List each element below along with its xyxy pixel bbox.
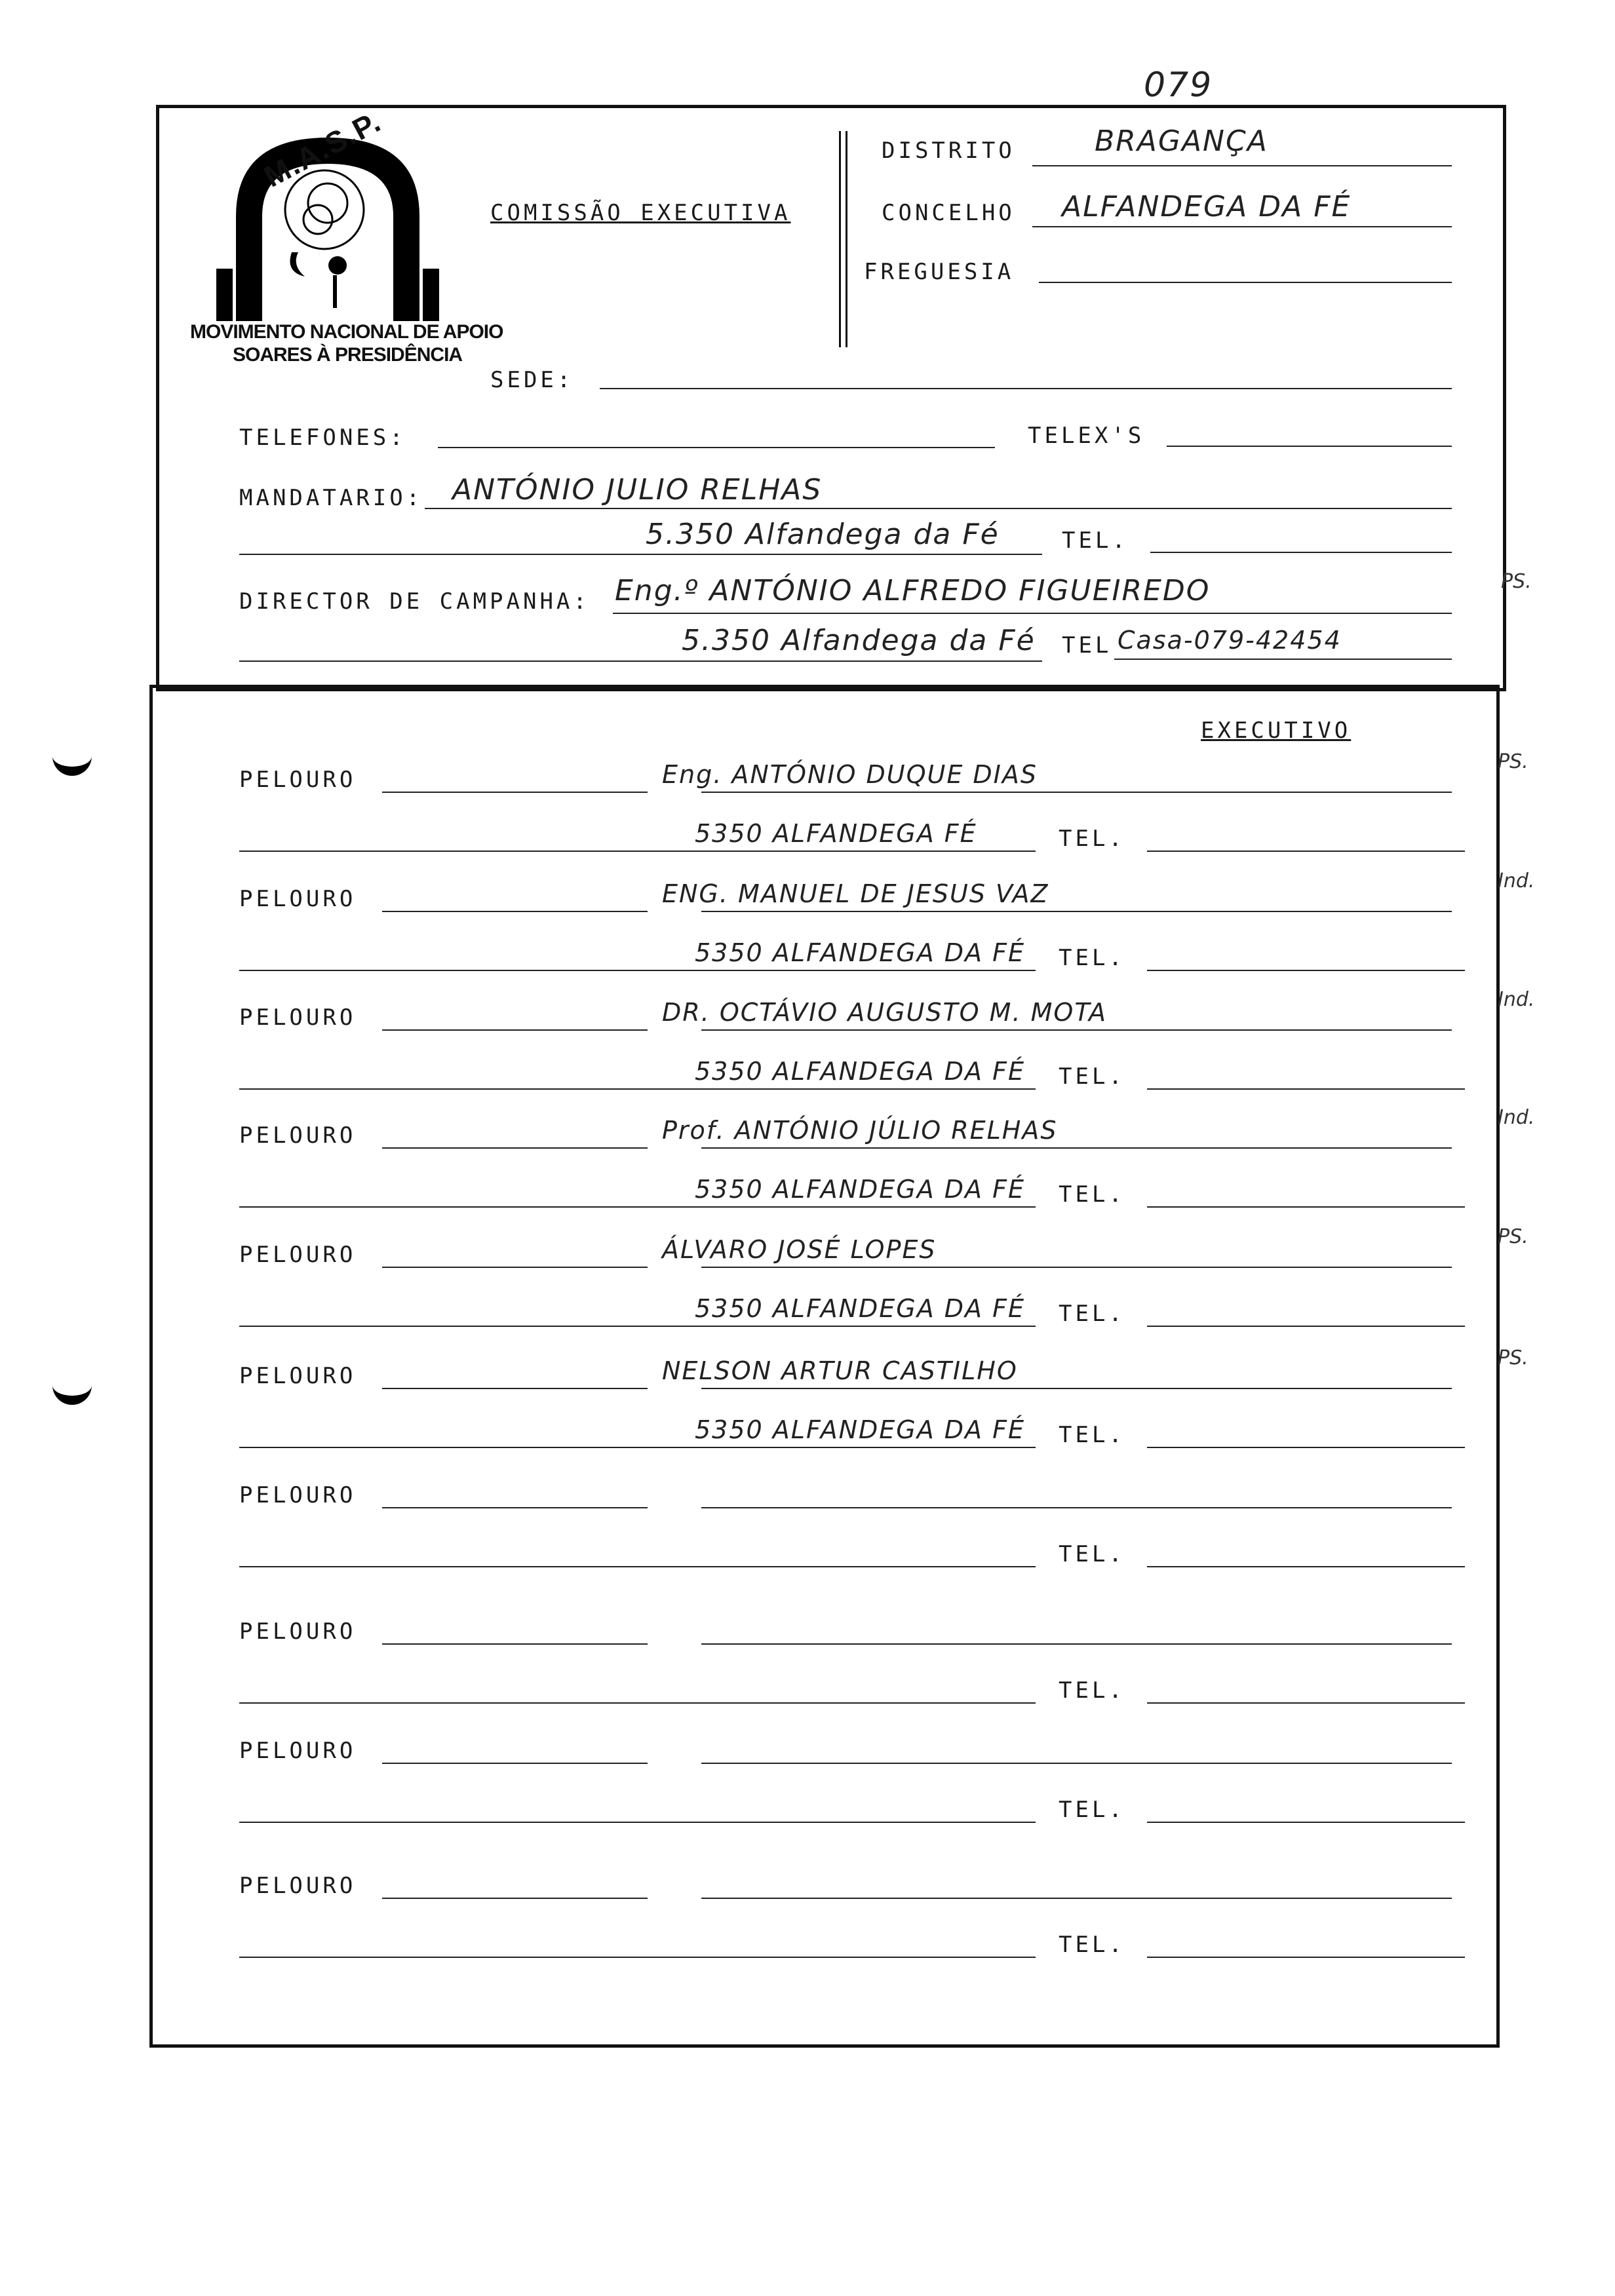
pelouro-tel-label: TEL. <box>1059 1422 1125 1448</box>
concelho-label: CONCELHO <box>882 200 1015 226</box>
pelouro-name-line <box>701 1267 1452 1268</box>
masp-logo <box>177 104 505 373</box>
pelouro-tel-label: TEL. <box>1059 1677 1125 1704</box>
pelouro-tel-label: TEL. <box>1059 826 1125 852</box>
pelouro-tel-line <box>1147 1447 1465 1448</box>
mandatario-label: MANDATARIO: <box>239 485 423 511</box>
commission-label: COMISSÃO EXECUTIVA <box>490 200 791 226</box>
mandatario-address: 5.350 Alfandega da Fé <box>646 518 1000 551</box>
director-label: DIRECTOR DE CAMPANHA: <box>239 588 590 615</box>
pelouro-address: 5350 ALFANDEGA DA FÉ <box>695 1057 1025 1086</box>
logo-line2: SOARES À PRESIDÊNCIA <box>233 344 463 366</box>
pelouro-tel-line <box>1147 1088 1465 1090</box>
pelouro-name: NELSON ARTUR CASTILHO <box>662 1356 1018 1385</box>
pelouro-field-line <box>382 792 648 793</box>
pelouro-name-line <box>701 792 1452 793</box>
pelouro-address-line <box>239 1326 1036 1327</box>
director-tel-value: Casa-079-42454 <box>1118 626 1342 655</box>
pelouro-tel-label: TEL. <box>1059 945 1125 971</box>
page-number: 079 <box>1144 66 1213 105</box>
telex-line <box>1167 446 1452 447</box>
divider <box>839 131 841 347</box>
pelouro-label: PELOURO <box>239 767 357 793</box>
pelouro-tel-line <box>1147 1702 1465 1704</box>
pelouro-address: 5350 ALFANDEGA DA FÉ <box>695 1415 1025 1444</box>
pelouro-field-line <box>382 1147 648 1149</box>
punch-hole <box>52 1376 92 1405</box>
pelouro-field-line <box>382 1898 648 1899</box>
pelouro-address-line <box>239 1566 1036 1567</box>
logo-acronym: M.A.S.P. <box>258 104 387 194</box>
pelouro-tel-line <box>1147 1326 1465 1327</box>
pelouro-tel-label: TEL. <box>1059 1797 1125 1823</box>
logo-line1: MOVIMENTO NACIONAL DE APOIO <box>190 321 503 343</box>
pelouro-label: PELOURO <box>239 1122 357 1149</box>
pelouro-label: PELOURO <box>239 1363 357 1389</box>
freguesia-label: FREGUESIA <box>864 259 1015 285</box>
pelouro-margin-note: Ind. <box>1498 988 1535 1011</box>
executivo-title: EXECUTIVO <box>1201 718 1352 744</box>
pelouro-address-line <box>239 1447 1036 1448</box>
pelouro-label: PELOURO <box>239 1618 357 1645</box>
pelouro-address-line <box>239 851 1036 852</box>
pelouro-field-line <box>382 1643 648 1645</box>
pelouro-name-line <box>701 1029 1452 1031</box>
pelouro-field-line <box>382 1507 648 1508</box>
concelho-line <box>1032 226 1452 227</box>
pelouro-tel-label: TEL. <box>1059 1541 1125 1567</box>
mandatario-line <box>425 508 1452 509</box>
pelouro-margin-note: PS. <box>1498 1225 1528 1248</box>
concelho-value: ALFANDEGA DA FÉ <box>1062 190 1352 223</box>
pelouro-tel-line <box>1147 970 1465 971</box>
pelouro-name-line <box>701 1388 1452 1389</box>
pelouro-label: PELOURO <box>239 1873 357 1899</box>
pelouro-field-line <box>382 1029 648 1031</box>
pelouro-label: PELOURO <box>239 1242 357 1268</box>
pelouro-label: PELOURO <box>239 1482 357 1508</box>
pelouro-tel-label: TEL. <box>1059 1063 1125 1090</box>
pelouro-name: ÁLVARO JOSÉ LOPES <box>662 1235 937 1264</box>
pelouro-name-line <box>701 1507 1452 1508</box>
freguesia-line <box>1039 282 1452 283</box>
pelouro-address-line <box>239 1822 1036 1823</box>
director-name: Eng.º ANTÓNIO ALFREDO FIGUEIREDO <box>615 574 1211 607</box>
pelouro-tel-label: TEL. <box>1059 1301 1125 1327</box>
pelouro-address: 5350 ALFANDEGA DA FÉ <box>695 1294 1025 1323</box>
pelouro-name: Prof. ANTÓNIO JÚLIO RELHAS <box>662 1116 1058 1145</box>
punch-hole <box>52 747 92 776</box>
director-address-line <box>239 660 1042 662</box>
pelouro-address-line <box>239 1088 1036 1090</box>
mandatario-address-line <box>239 554 1042 555</box>
pelouro-address-line <box>239 1702 1036 1704</box>
director-line <box>613 613 1452 614</box>
pelouro-name-line <box>701 911 1452 912</box>
pelouro-field-line <box>382 1388 648 1389</box>
pelouro-tel-line <box>1147 1957 1465 1958</box>
pelouro-tel-label: TEL. <box>1059 1181 1125 1208</box>
pelouro-tel-line <box>1147 1206 1465 1208</box>
pelouro-name-line <box>701 1643 1452 1645</box>
pelouro-address-line <box>239 1957 1036 1958</box>
director-margin-note: PS. <box>1501 570 1532 593</box>
sede-line <box>600 388 1452 389</box>
telex-label: TELEX'S <box>1028 423 1145 449</box>
director-address: 5.350 Alfandega da Fé <box>682 624 1036 657</box>
pelouro-label: PELOURO <box>239 1004 357 1031</box>
pelouro-name-line <box>701 1147 1452 1149</box>
divider <box>846 131 847 347</box>
mandatario-tel-line <box>1150 552 1452 553</box>
distrito-value: BRAGANÇA <box>1095 124 1268 158</box>
telefones-label: TELEFONES: <box>239 425 406 451</box>
distrito-label: DISTRITO <box>882 138 1015 164</box>
pelouro-label: PELOURO <box>239 1738 357 1764</box>
telefones-line <box>438 447 995 448</box>
pelouro-name: ENG. MANUEL DE JESUS VAZ <box>662 879 1049 908</box>
pelouro-field-line <box>382 1267 648 1268</box>
pelouro-margin-note: Ind. <box>1498 1106 1535 1129</box>
pelouro-address: 5350 ALFANDEGA DA FÉ <box>695 938 1025 967</box>
mandatario-name: ANTÓNIO JULIO RELHAS <box>452 473 823 507</box>
pelouro-name-line <box>701 1763 1452 1764</box>
pelouro-field-line <box>382 911 648 912</box>
director-tel-line <box>1114 659 1452 660</box>
pelouro-margin-note: Ind. <box>1498 870 1535 892</box>
pelouro-tel-line <box>1147 1566 1465 1567</box>
pelouro-label: PELOURO <box>239 886 357 912</box>
pelouro-tel-line <box>1147 1822 1465 1823</box>
pelouro-name-line <box>701 1898 1452 1899</box>
pelouro-name: DR. OCTÁVIO AUGUSTO M. MOTA <box>662 998 1108 1027</box>
director-tel-label: TEL <box>1062 632 1112 659</box>
pelouro-margin-note: PS. <box>1498 1347 1528 1369</box>
sede-label: SEDE: <box>490 367 574 393</box>
pelouro-address-line <box>239 970 1036 971</box>
pelouro-address: 5350 ALFANDEGA DA FÉ <box>695 1175 1025 1204</box>
distrito-line <box>1032 165 1452 166</box>
pelouro-tel-line <box>1147 851 1465 852</box>
pelouro-margin-note: PS. <box>1498 750 1528 773</box>
pelouro-field-line <box>382 1763 648 1764</box>
pelouro-address: 5350 ALFANDEGA FÉ <box>695 819 977 848</box>
mandatario-tel-label: TEL. <box>1062 527 1129 554</box>
pelouro-tel-label: TEL. <box>1059 1932 1125 1958</box>
pelouro-address-line <box>239 1206 1036 1208</box>
pelouro-name: Eng. ANTÓNIO DUQUE DIAS <box>662 760 1038 789</box>
